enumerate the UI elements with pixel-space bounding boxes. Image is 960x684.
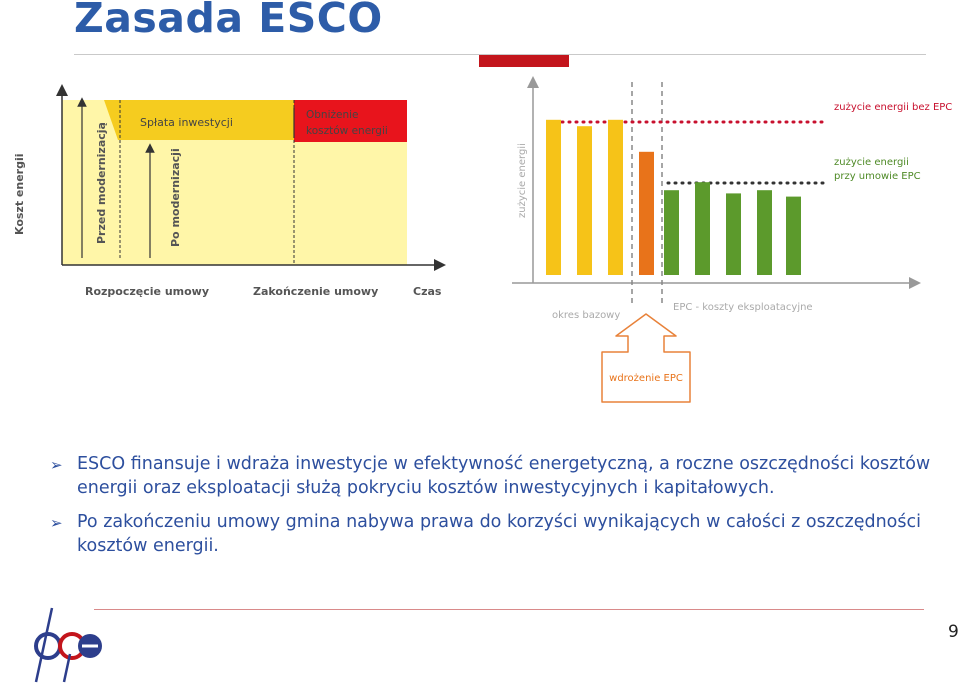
epc-period-label: EPC - koszty eksploatacyjne bbox=[673, 302, 813, 313]
right-diagram bbox=[512, 82, 952, 402]
consumption-bar-epc bbox=[726, 193, 741, 275]
consumption-bar-epc bbox=[664, 190, 679, 275]
before-label: Przed modernizacją bbox=[95, 122, 108, 244]
savings-label-2: kosztów energii bbox=[306, 125, 388, 137]
x-end-label: Zakończenie umowy bbox=[253, 285, 379, 298]
slide-title: Zasada ESCO bbox=[74, 0, 383, 42]
after-label: Po modernizacji bbox=[169, 148, 182, 247]
implementation-label: wdrożenie EPC bbox=[609, 373, 683, 384]
baseline-label: okres bazowy bbox=[552, 310, 621, 321]
x-start-label: Rozpoczęcie umowy bbox=[85, 285, 210, 298]
implementation-arrow bbox=[602, 314, 690, 402]
legend-epc-1: zużycie energii bbox=[834, 157, 909, 168]
bullet-item bbox=[50, 452, 940, 500]
left-y-label: Koszt energii bbox=[13, 153, 26, 235]
consumption-bar-baseline bbox=[546, 120, 561, 275]
legend-epc-2: przy umowie EPC bbox=[834, 171, 921, 182]
legend-no-epc: zużycie energii bez EPC bbox=[834, 102, 953, 113]
consumption-bar-epc bbox=[786, 197, 801, 275]
arrow-bullet-icon: ➢ bbox=[50, 514, 63, 532]
consumption-bar-transition bbox=[639, 152, 654, 275]
consumption-bar-epc bbox=[757, 190, 772, 275]
bullet-text: ESCO finansuje i wdraża inwestycje w efektywność energetyczną, a roczne oszczędności kosztów energii oraz eksploatacji służą pokryciu kosztów inwestycyjnych i kapitałowych. bbox=[77, 454, 931, 498]
x-axis-label: Czas bbox=[413, 285, 442, 298]
page-number: 9 bbox=[948, 622, 959, 642]
bpe-logo bbox=[30, 606, 110, 684]
repayment-label: Spłata inwestycji bbox=[140, 116, 233, 129]
consumption-bar-epc bbox=[695, 182, 710, 275]
bullet-list bbox=[50, 452, 940, 568]
left-diagram bbox=[13, 90, 442, 298]
consumption-bar-baseline bbox=[608, 120, 623, 275]
footer-divider bbox=[94, 609, 924, 610]
bullet-item bbox=[50, 510, 940, 558]
savings-label-1: Obniżenie bbox=[306, 109, 359, 121]
arrow-bullet-icon: ➢ bbox=[50, 456, 63, 474]
bullet-text: Po zakończeniu umowy gmina nabywa prawa do korzyści wynikających w całości z oszczędności kosztów energii. bbox=[77, 512, 921, 556]
right-y-label: zużycie energii bbox=[517, 143, 528, 218]
consumption-bar-baseline bbox=[577, 126, 592, 275]
